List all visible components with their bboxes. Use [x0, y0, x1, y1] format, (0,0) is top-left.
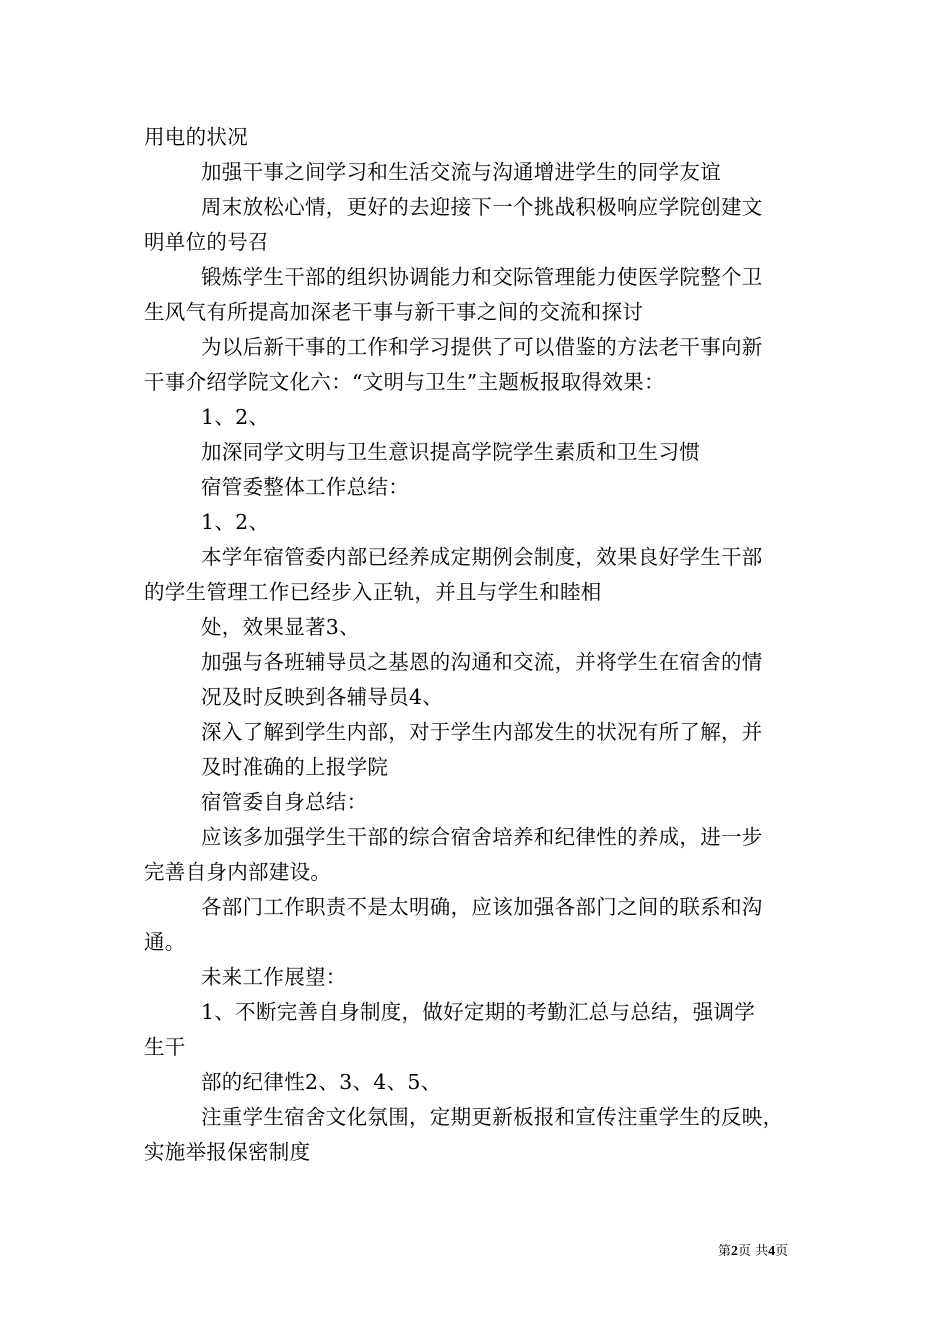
total-page-number: 4	[768, 1244, 776, 1259]
text-line: 明单位的号召	[144, 230, 269, 254]
text-line: 生风气有所提高加深老干事与新干事之间的交流和探讨	[144, 300, 644, 324]
text-line: 及时准确的上报学院	[201, 755, 389, 779]
text-line: 未来工作展望：	[201, 965, 347, 989]
current-page-number: 2	[731, 1244, 739, 1259]
text-line: 加强与各班辅导员之基恩的沟通和交流，并将学生在宿舍的情	[201, 650, 763, 674]
text-line: 部的纪律性2、3、4、5、	[201, 1070, 442, 1094]
text-line: 况及时反映到各辅导员4、	[201, 685, 444, 709]
footer-middle: 页 共	[738, 1244, 769, 1259]
text-line: 生干	[144, 1035, 186, 1059]
text-line: 1、不断完善自身制度，做好定期的考勤汇总与总结，强调学	[201, 1000, 756, 1024]
text-line: 1、2、	[201, 510, 270, 534]
text-line: 加强干事之间学习和生活交流与沟通增进学生的同学友谊	[201, 160, 721, 184]
text-line: 宿管委自身总结：	[201, 790, 368, 814]
text-line: 应该多加强学生干部的综合宿舍培养和纪律性的养成，进一步	[201, 825, 763, 849]
text-line: 通。	[144, 930, 186, 954]
text-line: 锻炼学生干部的组织协调能力和交际管理能力使医学院整个卫	[201, 265, 763, 289]
text-line: 为以后新干事的工作和学习提供了可以借鉴的方法老干事向新	[201, 335, 763, 359]
text-line: 本学年宿管委内部已经养成定期例会制度，效果良好学生干部	[201, 545, 763, 569]
text-line: 完善自身内部建设。	[144, 860, 332, 884]
text-line: 周末放松心情，更好的去迎接下一个挑战积极响应学院创建文	[201, 195, 763, 219]
document-body	[144, 120, 808, 1170]
footer-prefix: 第	[718, 1244, 732, 1259]
text-line: 注重学生宿舍文化氛围，定期更新板报和宣传注重学生的反映，	[201, 1105, 784, 1129]
text-line: 深入了解到学生内部，对于学生内部发生的状况有所了解，并	[201, 720, 763, 744]
footer-suffix: 页	[775, 1244, 789, 1259]
text-line: 各部门工作职责不是太明确，应该加强各部门之间的联系和沟	[201, 895, 763, 919]
text-line: 干事介绍学院文化六：“文明与卫生”主题板报取得效果：	[144, 370, 665, 394]
page-footer	[718, 1242, 818, 1262]
text-line: 加深同学文明与卫生意识提高学院学生素质和卫生习惯	[201, 440, 701, 464]
text-line: 实施举报保密制度	[144, 1140, 311, 1164]
text-line: 处，效果显著3、	[201, 615, 360, 639]
text-line: 用电的状况	[144, 125, 248, 149]
text-line: 1、2、	[201, 405, 270, 429]
text-line: 宿管委整体工作总结：	[201, 475, 409, 499]
text-line: 的学生管理工作已经步入正轨，并且与学生和睦相	[144, 580, 602, 604]
